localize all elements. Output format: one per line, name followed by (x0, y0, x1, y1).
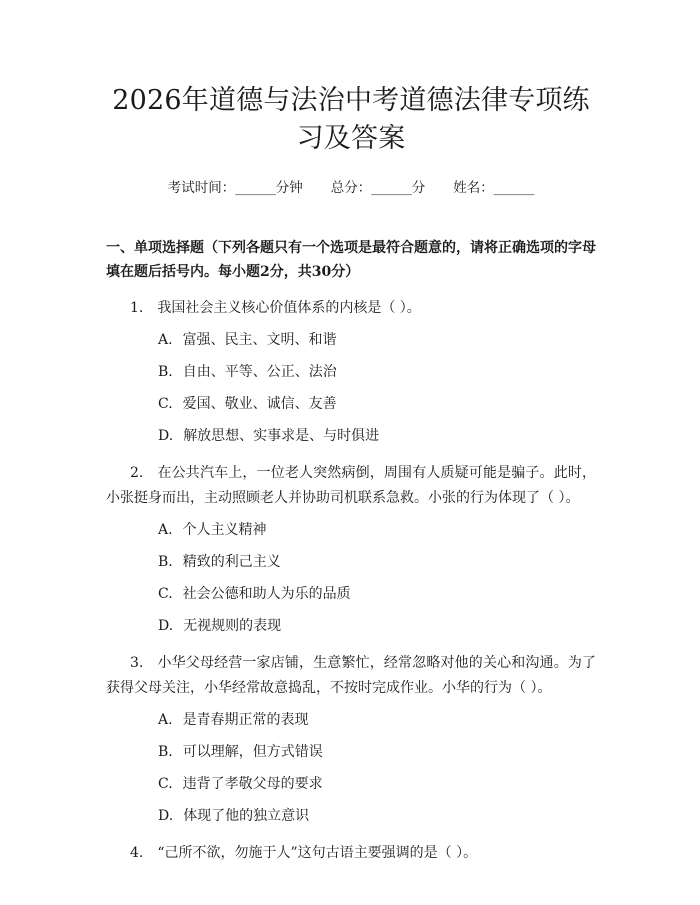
option-letter: B. (158, 364, 173, 380)
question-3 (106, 651, 596, 701)
question-text: 小华父母经营一家店铺，生意繁忙，经常忽略对他的关心和沟通。为了获得父母关注，小华经常故意捣乱，不按时完成作业。小华的行为（ ）。 (106, 655, 596, 696)
option-letter: D. (158, 808, 174, 824)
question-text: “己所不欲，勿施于人”这句古语主要强调的是（ ）。 (157, 845, 478, 861)
option-text: 自由、平等、公正、法治 (182, 364, 337, 380)
question-4 (106, 841, 596, 866)
option-item (106, 424, 596, 449)
option-letter: B. (158, 744, 173, 760)
option-letter: B. (158, 554, 173, 570)
option-text: 社会公德和助人为乐的品质 (182, 586, 351, 602)
option-item (106, 582, 596, 607)
student-name-label: 姓名：______ (453, 180, 535, 196)
option-item (106, 518, 596, 543)
question-2 (106, 461, 596, 511)
question-number: 3. (130, 655, 144, 671)
question-text: 我国社会主义核心价值体系的内核是（ ）。 (157, 300, 421, 316)
option-text: 无视规则的表现 (183, 618, 282, 634)
option-text: 体现了他的独立意识 (183, 808, 310, 824)
question-text: 在公共汽车上，一位老人突然病倒，周围有人质疑可能是骗子。此时，小张挺身而出，主动照顾老人并协助司机联系急救。小张的行为体现了（ ）。 (106, 465, 596, 506)
option-text: 违背了孝敬父母的要求 (182, 776, 323, 792)
total-score-label: 总分：______分 (330, 180, 426, 196)
option-letter: D. (158, 618, 174, 634)
option-item (106, 550, 596, 575)
option-item (106, 804, 596, 829)
option-item (106, 708, 596, 733)
option-item (106, 328, 596, 353)
option-letter: C. (158, 586, 173, 602)
option-item (106, 772, 596, 797)
document-title: 2026年道德与法治中考道德法律专项练习及答案 (112, 85, 590, 154)
option-text: 爱国、敬业、诚信、友善 (182, 396, 337, 412)
option-text: 精致的利己主义 (182, 554, 281, 570)
question-1 (106, 296, 596, 321)
option-letter: A. (158, 712, 173, 728)
option-item (106, 740, 596, 765)
option-text: 解放思想、实事求是、与时俱进 (183, 428, 380, 444)
question-number: 4. (130, 845, 144, 861)
option-text: 是青春期正常的表现 (182, 712, 309, 728)
option-text: 个人主义精神 (182, 522, 267, 538)
question-number: 1. (130, 300, 144, 316)
exam-info-line (106, 178, 596, 198)
option-letter: A. (158, 522, 173, 538)
option-letter: C. (158, 396, 173, 412)
option-text: 可以理解，但方式错误 (182, 744, 323, 760)
question-number: 2. (130, 465, 144, 481)
option-item (106, 392, 596, 417)
section-heading: 一、单项选择题（下列各题只有一个选项是最符合题意的，请将正确选项的字母填在题后括号内。每小题2分，共30分） (106, 240, 596, 280)
exam-time-label: 考试时间：______分钟 (167, 180, 303, 196)
option-letter: C. (158, 776, 173, 792)
option-item (106, 360, 596, 385)
option-text: 富强、民主、文明、和谐 (182, 332, 337, 348)
option-letter: D. (158, 428, 174, 444)
option-item (106, 614, 596, 639)
option-letter: A. (158, 332, 173, 348)
